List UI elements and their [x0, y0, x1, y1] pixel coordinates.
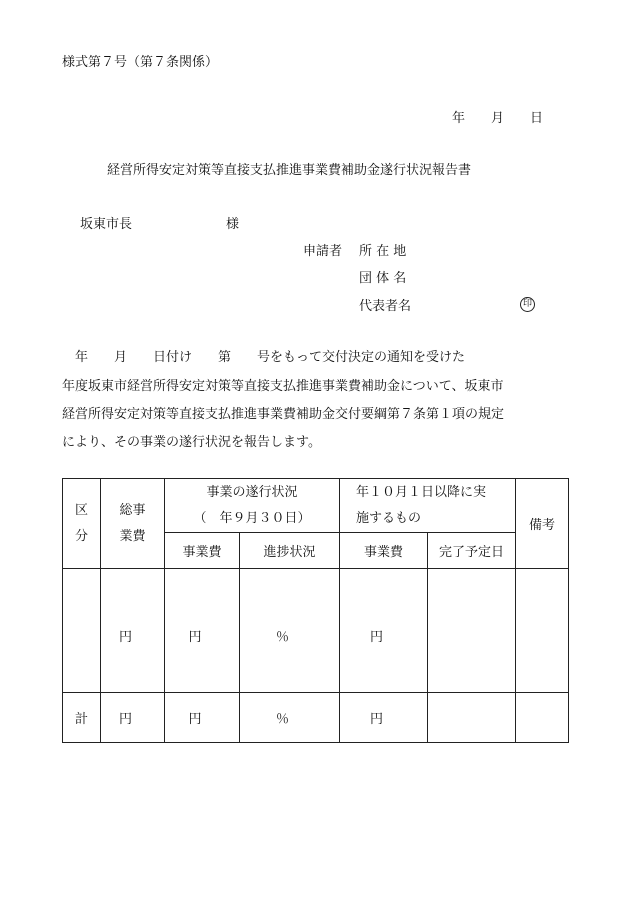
cell-category — [63, 569, 101, 693]
sum-completion-date — [428, 693, 516, 743]
header-cost-1: 事業費 — [165, 533, 240, 569]
sum-label: 計 — [63, 693, 101, 743]
header-cost-2: 事業費 — [340, 533, 428, 569]
cell-progress-pct: ％ — [240, 569, 340, 693]
header-completion-date: 完了予定日 — [428, 533, 516, 569]
seal-mark: 印 — [520, 295, 535, 312]
header-progress: 進捗状況 — [240, 533, 340, 569]
sum-progress-pct: ％ — [240, 693, 340, 743]
header-future-work: 年１０月１日以降に実 施するもの — [340, 479, 516, 533]
header-category: 区 分 — [63, 479, 101, 569]
document-title: 経営所得安定対策等直接支払推進事業費補助金遂行状況報告書 — [107, 163, 472, 178]
header-remarks: 備考 — [516, 479, 569, 569]
cell-total-yen: 円 — [101, 569, 165, 693]
applicant-role: 申請者 — [303, 244, 343, 259]
sum-remarks — [516, 693, 569, 743]
cell-cost1-yen: 円 — [165, 569, 240, 693]
sum-total-yen: 円 — [101, 693, 165, 743]
addressee-honorific: 様 — [226, 217, 240, 232]
representative-label: 代表者名 — [359, 299, 412, 314]
group-name-label: 団 体 名 — [359, 271, 407, 286]
cell-remarks — [516, 569, 569, 693]
header-execution-status: 事業の遂行状況 （ 年９月３０日） — [165, 479, 340, 533]
cell-cost2-yen: 円 — [340, 569, 428, 693]
form-label: 様式第７号（第７条関係） — [62, 55, 219, 70]
address-label: 所 在 地 — [359, 244, 407, 259]
sum-cost2-yen: 円 — [340, 693, 428, 743]
body-line-3: 経営所得安定対策等直接支払推進事業費補助金交付要綱第７条第１項の規定 — [62, 407, 505, 422]
sum-cost1-yen: 円 — [165, 693, 240, 743]
body-line-4: により、その事業の遂行状況を報告します。 — [62, 435, 321, 450]
body-line-2: 年度坂東市経営所得安定対策等直接支払推進事業費補助金について、坂東市 — [62, 379, 504, 394]
cell-completion-date — [428, 569, 516, 693]
status-report-table — [62, 478, 569, 743]
addressee-name: 坂東市長 — [80, 217, 133, 232]
body-line-1: 年 月 日付け 第 号をもって交付決定の通知を受けた — [62, 350, 466, 365]
header-total-cost: 総事 業費 — [101, 479, 165, 569]
date-line: 年 月 日 — [452, 111, 544, 126]
